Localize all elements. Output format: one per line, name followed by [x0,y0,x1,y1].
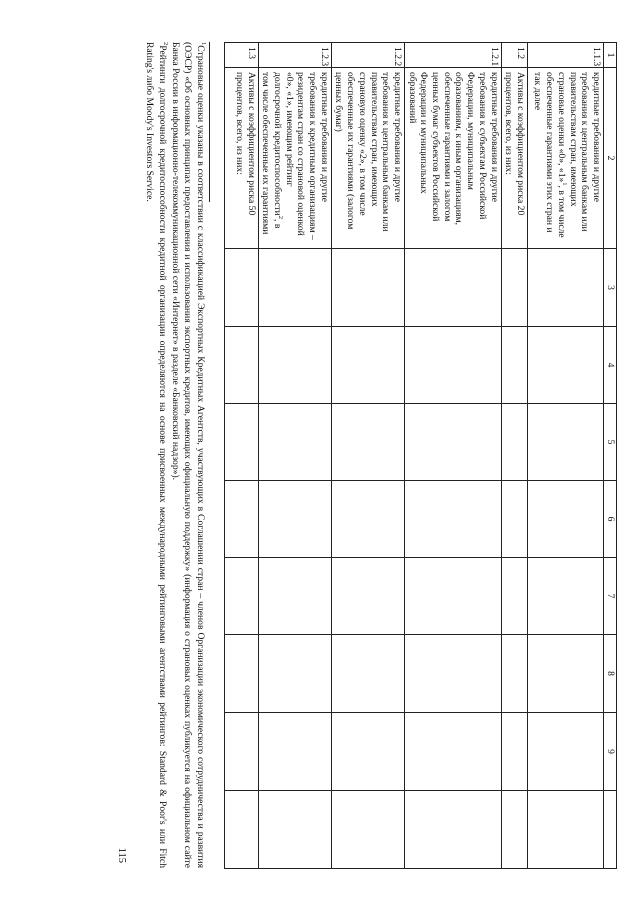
row-text: кредитные требования и другие требования к центральным банкам или правительствам стран, имеющих страновые оценки «0», «1» [555,72,602,232]
table-cell [501,558,527,635]
table-cell [501,327,527,404]
column-number-header-row [604,43,617,869]
table-cell [404,791,501,869]
table-cell [331,713,404,791]
table-cell [331,558,404,635]
table-cell [528,327,604,404]
page-number: 115 [116,847,127,863]
table-cell [528,713,604,791]
table-cell [528,635,604,713]
table-cell [404,327,501,404]
column-header-6: 6 [604,481,617,558]
table-cell [224,404,258,481]
row-text-continued: , в том числе обеспеченные гарантиями этих стран и так далее [532,72,567,238]
footnote-separator [209,42,210,202]
table-row [528,43,604,869]
table-cell [331,791,404,869]
footnote-ref: 1 [561,182,569,186]
footnote-text: Страновые оценки указаны в соответствии с классификацией Экспортных Кредитных Агентств, участвующих в Соглашении стран – членов Организации экономического сотрудничества и развития (ОЭСР) «Об основных принципах предоставления и использования экспортных кредитов, имеющих официальную поддержку» (информация о страновых оценках публикуется на официальном сайте Банка России в информационно-телекоммуникационной сети «Интернет» в разделе «Банковский надзор»). [169,42,206,868]
table-cell [224,481,258,558]
table-cell [501,249,527,327]
table-cell [224,713,258,791]
column-header-9: 9 [604,713,617,791]
footnotes [143,42,206,868]
table-cell [258,558,331,635]
table-cell [501,635,527,713]
rotated-page-content [52,30,627,885]
table-cell [331,635,404,713]
table-cell [528,791,604,869]
footnote-mark: 1 [200,42,208,46]
column-header-blank [604,791,617,869]
column-header-5: 5 [604,404,617,481]
table-cell [404,635,501,713]
footnote-mark: 2 [162,42,170,46]
table-cell [501,481,527,558]
row-text: кредитные требования и другие требования к кредитным организациям – резидентам стран со страновой оценкой «0», «1», имеющим рейтинг долгосрочной кредитоспособности [271,72,330,240]
table-cell [258,249,331,327]
table-cell [404,558,501,635]
column-header-7: 7 [604,558,617,635]
row-description [528,68,604,249]
table-cell [501,791,527,869]
table-cell [528,249,604,327]
row-number: 1.2 [501,43,527,68]
footnote-text: Рейтинги долгосрочной кредитоспособности кредитной организации определяются на основе присвоенных международными рейтинговыми агентствами рейтингов: Standard & Poor's или Fitch Rating's либо Moody's Investors Service. [144,42,169,868]
table-cell [404,713,501,791]
table-cell [404,404,501,481]
footnote-ref: 2 [277,215,285,220]
row-number: 1.3 [224,43,258,68]
column-header-2: 2 [604,68,617,249]
capital-adequacy-table [224,42,617,869]
row-text-continued: , в том числе обеспеченные их гарантиями [260,72,283,235]
row-text: Активы с коэффициентом риска 50 процентов, всего, из них: [233,72,257,216]
column-header-8: 8 [604,635,617,713]
footnote-1 [168,42,206,868]
table-cell [224,327,258,404]
row-number: 1.2.1 [404,43,501,68]
row-number: 1.2.3 [258,43,331,68]
table-cell [404,249,501,327]
table-cell [258,404,331,481]
column-header-3: 3 [604,249,617,327]
column-header-4: 4 [604,327,617,404]
row-text: кредитные требования и другие требования к субъектам Российской Федерации, муниципальным образованиям, к иным организациям, обеспеченные гарантиями и залогом ценных бумаг субъектов Российской Федерации и муниципальных образований [406,72,500,225]
row-text: Активы с коэффициентом риска 20 процентов, всего, из них: [503,72,526,216]
table-cell [501,713,527,791]
table-cell [331,404,404,481]
row-description [501,68,527,249]
table-cell [528,558,604,635]
table-cell [224,558,258,635]
column-header-1: 1 [604,43,617,68]
table-cell [258,481,331,558]
table-cell [404,481,501,558]
table-row [258,43,331,869]
table-cell [528,481,604,558]
table-cell [501,404,527,481]
table-cell [258,635,331,713]
row-description [331,68,404,249]
table-cell [224,249,258,327]
table-row [224,43,258,869]
table-cell [258,713,331,791]
table-cell [258,327,331,404]
table-cell [528,404,604,481]
table-cell [224,635,258,713]
table-cell [224,791,258,869]
row-description [258,68,331,249]
footnote-2 [143,42,168,868]
row-description [404,68,501,249]
table-row [501,43,527,869]
table-cell [331,249,404,327]
table-cell [331,327,404,404]
row-description [224,68,258,249]
row-number: 1.1.3 [528,43,604,68]
row-text: кредитные требования и другие требования к центральным банкам или правительствам стран, имеющих страновую оценку «2», в том числе обеспеченные их гарантиями (залогом ценных бумаг) [333,72,403,232]
table-cell [258,791,331,869]
row-number: 1.2.2 [331,43,404,68]
table-row [331,43,404,869]
table-cell [331,481,404,558]
table-row [404,43,501,869]
